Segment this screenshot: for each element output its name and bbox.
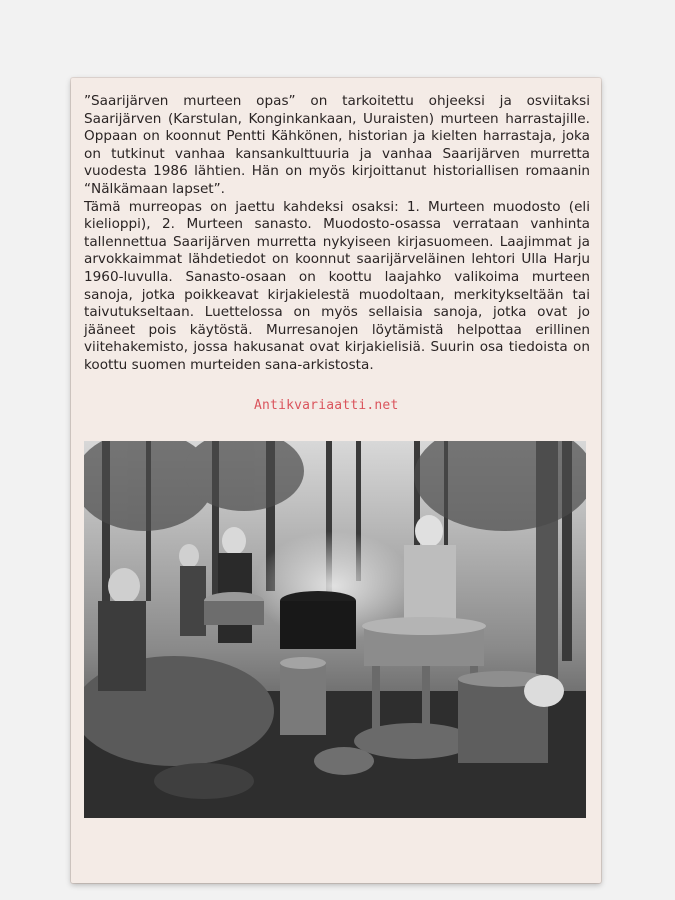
blurb-text bbox=[84, 93, 590, 375]
blurb-paragraph-2: Tämä murreopas on jaettu kahdeksi osaksi: 1. Murteen muodosto (eli kielioppi), 2. Murteen sanasto. Muodosto-osassa verrataan vanhinta tallennettua Saarijärven murretta nykyiseen kirjasuomeen. Laajimmat ja arvokkaimmat lähdetiedot on koonnut saarijärveläinen lehtori Ulla Harju 1960-luvulla. Sanasto-osaan on koottu laajahko valikoima murteen sanoja, jotka poikkeavat kirjakielestä muodoltaan, merkitykseltään tai taivutukseltaan. Luettelossa on myös sellaisia sanoja, jotka ovat jo jääneet pois käytöstä. Murresanojen löytämistä helpottaa erillinen viitehakemisto, jossa hakusanat ovat kirjakielisiä. Suurin osa tiedoista on koottu suomen murteiden sana-arkistosta. bbox=[84, 198, 590, 373]
watermark: Antikvariaatti.net bbox=[254, 398, 399, 413]
cover-photo bbox=[84, 441, 586, 818]
blurb-paragraph-1: ”Saarijärven murteen opas” on tarkoitettu ohjeeksi ja osviitaksi Saarijärven (Karstulan, Konginkankaan, Uuraisten) murteen harrastajille. Oppaan on koonnut Pentti Kähkönen, historian ja kielten harrastaja, joka on tutkinut vanhaa kansankulttuuria ja vanhaa Saarijärven murretta vuodesta 1986 lähtien. Hän on myös kirjoittanut historiallisen romaanin “Nälkämaan lapset”. bbox=[84, 93, 590, 197]
photo-image bbox=[84, 441, 586, 818]
